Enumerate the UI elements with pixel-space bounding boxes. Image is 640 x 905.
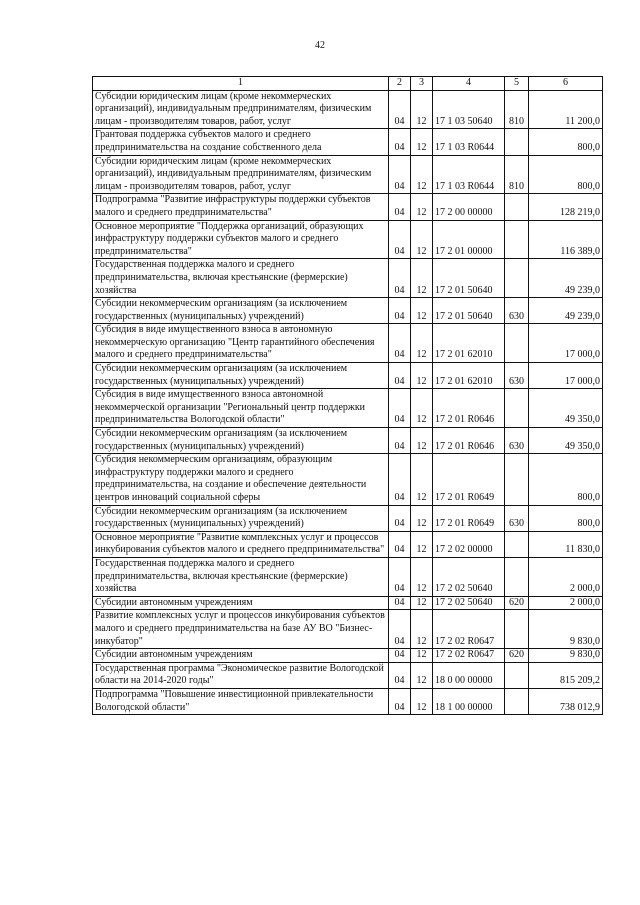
table-row <box>93 363 603 389</box>
subsection-cell: 12 <box>411 596 433 610</box>
target-article-cell: 17 2 01 R0649 <box>433 454 505 505</box>
expense-type-cell <box>505 688 529 714</box>
expense-type-cell <box>505 662 529 688</box>
table-row <box>93 324 603 363</box>
subsection-cell: 12 <box>411 649 433 663</box>
target-article-cell: 17 2 01 00000 <box>433 220 505 259</box>
amount-cell: 815 209,2 <box>529 662 603 688</box>
section-cell: 04 <box>389 363 411 389</box>
row-name-cell: Субсидии автономным учреждениям <box>93 649 389 663</box>
table-row <box>93 298 603 324</box>
target-article-cell: 17 2 01 R0646 <box>433 389 505 428</box>
row-name-cell: Подпрограмма "Развитие инфраструктуры поддержки субъектов малого и среднего предпринимательства" <box>93 194 389 220</box>
section-cell: 04 <box>389 220 411 259</box>
subsection-cell: 12 <box>411 324 433 363</box>
row-name-cell: Субсидии юридическим лицам (кроме некоммерческих организаций), индивидуальным предпринимателям, физическим лицам - производителям товаров, работ, услуг <box>93 90 389 129</box>
section-cell: 04 <box>389 90 411 129</box>
subsection-cell: 12 <box>411 688 433 714</box>
target-article-cell: 17 2 02 00000 <box>433 531 505 557</box>
row-name-cell: Субсидии некоммерческим организациям (за исключением государственных (муниципальных) учреждений) <box>93 505 389 531</box>
amount-cell: 49 350,0 <box>529 428 603 454</box>
subsection-cell: 12 <box>411 155 433 194</box>
table-row <box>93 557 603 596</box>
target-article-cell: 17 1 03 R0644 <box>433 129 505 155</box>
column-header: 4 <box>433 77 505 91</box>
table-row <box>93 194 603 220</box>
expense-type-cell <box>505 324 529 363</box>
expense-type-cell: 630 <box>505 428 529 454</box>
target-article-cell: 17 2 01 50640 <box>433 298 505 324</box>
section-cell: 04 <box>389 557 411 596</box>
target-article-cell: 17 1 03 R0644 <box>433 155 505 194</box>
row-name-cell: Субсидия в виде имущественного взноса в автономную некоммерческую организацию "Центр гарантийного обеспечения малого и среднего предпринимательства" <box>93 324 389 363</box>
expense-type-cell: 620 <box>505 596 529 610</box>
expense-type-cell <box>505 557 529 596</box>
section-cell: 04 <box>389 610 411 649</box>
table-row <box>93 428 603 454</box>
subsection-cell: 12 <box>411 363 433 389</box>
row-name-cell: Развитие комплексных услуг и процессов инкубирования субъектов малого и среднего предпринимательства на базе АУ ВО "Бизнес-инкубатор" <box>93 610 389 649</box>
expense-type-cell: 630 <box>505 363 529 389</box>
table-row <box>93 220 603 259</box>
expense-type-cell <box>505 194 529 220</box>
section-cell: 04 <box>389 428 411 454</box>
table-row <box>93 389 603 428</box>
section-cell: 04 <box>389 688 411 714</box>
section-cell: 04 <box>389 389 411 428</box>
subsection-cell: 12 <box>411 505 433 531</box>
section-cell: 04 <box>389 649 411 663</box>
amount-cell: 49 239,0 <box>529 298 603 324</box>
row-name-cell: Субсидии автономным учреждениям <box>93 596 389 610</box>
target-article-cell: 17 2 02 R0647 <box>433 610 505 649</box>
amount-cell: 11 830,0 <box>529 531 603 557</box>
row-name-cell: Государственная поддержка малого и среднего предпринимательства, включая крестьянские (фермерские) хозяйства <box>93 259 389 298</box>
target-article-cell: 17 2 01 R0646 <box>433 428 505 454</box>
target-article-cell: 17 2 01 R0649 <box>433 505 505 531</box>
table-row <box>93 259 603 298</box>
table-row <box>93 129 603 155</box>
expense-type-cell: 630 <box>505 505 529 531</box>
section-cell: 04 <box>389 129 411 155</box>
table-row <box>93 505 603 531</box>
subsection-cell: 12 <box>411 298 433 324</box>
expense-type-cell: 620 <box>505 649 529 663</box>
amount-cell: 738 012,9 <box>529 688 603 714</box>
amount-cell: 800,0 <box>529 129 603 155</box>
section-cell: 04 <box>389 298 411 324</box>
amount-cell: 128 219,0 <box>529 194 603 220</box>
table-body <box>93 90 603 715</box>
table-row <box>93 649 603 663</box>
expense-type-cell: 630 <box>505 298 529 324</box>
target-article-cell: 17 1 03 50640 <box>433 90 505 129</box>
row-name-cell: Субсидия некоммерческим организациям, образующим инфраструктуру поддержки малого и среднего предпринимательства, на создание и обеспечение деятельности центров инноваций социальной сферы <box>93 454 389 505</box>
target-article-cell: 17 2 00 00000 <box>433 194 505 220</box>
section-cell: 04 <box>389 531 411 557</box>
row-name-cell: Подпрограмма "Повышение инвестиционной привлекательности Вологодской области" <box>93 688 389 714</box>
section-cell: 04 <box>389 454 411 505</box>
row-name-cell: Субсидии юридическим лицам (кроме некоммерческих организаций), индивидуальным предпринимателям, физическим лицам - производителям товаров, работ, услуг <box>93 155 389 194</box>
amount-cell: 2 000,0 <box>529 596 603 610</box>
subsection-cell: 12 <box>411 610 433 649</box>
target-article-cell: 17 2 01 50640 <box>433 259 505 298</box>
target-article-cell: 18 1 00 00000 <box>433 688 505 714</box>
table-header-row <box>93 77 603 91</box>
section-cell: 04 <box>389 194 411 220</box>
expense-type-cell <box>505 531 529 557</box>
row-name-cell: Грантовая поддержка субъектов малого и среднего предпринимательства на создание собственного дела <box>93 129 389 155</box>
amount-cell: 800,0 <box>529 155 603 194</box>
target-article-cell: 17 2 01 62010 <box>433 363 505 389</box>
subsection-cell: 12 <box>411 259 433 298</box>
amount-cell: 800,0 <box>529 505 603 531</box>
section-cell: 04 <box>389 324 411 363</box>
column-header: 5 <box>505 77 529 91</box>
subsection-cell: 12 <box>411 220 433 259</box>
row-name-cell: Субсидии некоммерческим организациям (за исключением государственных (муниципальных) учреждений) <box>93 363 389 389</box>
subsection-cell: 12 <box>411 662 433 688</box>
expense-type-cell <box>505 259 529 298</box>
table-row <box>93 610 603 649</box>
target-article-cell: 17 2 02 50640 <box>433 557 505 596</box>
expense-type-cell <box>505 389 529 428</box>
amount-cell: 17 000,0 <box>529 363 603 389</box>
column-header: 2 <box>389 77 411 91</box>
subsection-cell: 12 <box>411 389 433 428</box>
expense-type-cell <box>505 129 529 155</box>
amount-cell: 17 000,0 <box>529 324 603 363</box>
section-cell: 04 <box>389 662 411 688</box>
subsection-cell: 12 <box>411 90 433 129</box>
section-cell: 04 <box>389 596 411 610</box>
table-row <box>93 531 603 557</box>
subsection-cell: 12 <box>411 454 433 505</box>
expense-type-cell <box>505 220 529 259</box>
row-name-cell: Субсидии некоммерческим организациям (за исключением государственных (муниципальных) учреждений) <box>93 298 389 324</box>
row-name-cell: Государственная программа "Экономическое развитие Вологодской области на 2014-2020 годы" <box>93 662 389 688</box>
target-article-cell: 17 2 02 50640 <box>433 596 505 610</box>
row-name-cell: Субсидии некоммерческим организациям (за исключением государственных (муниципальных) учреждений) <box>93 428 389 454</box>
section-cell: 04 <box>389 259 411 298</box>
target-article-cell: 17 2 02 R0647 <box>433 649 505 663</box>
amount-cell: 800,0 <box>529 454 603 505</box>
subsection-cell: 12 <box>411 428 433 454</box>
amount-cell: 9 830,0 <box>529 649 603 663</box>
table-row <box>93 662 603 688</box>
expense-type-cell <box>505 454 529 505</box>
amount-cell: 11 200,0 <box>529 90 603 129</box>
page-number: 42 <box>315 40 325 51</box>
row-name-cell: Основное мероприятие "Развитие комплексных услуг и процессов инкубирования субъектов малого и среднего предпринимательства" <box>93 531 389 557</box>
column-header: 6 <box>529 77 603 91</box>
section-cell: 04 <box>389 155 411 194</box>
subsection-cell: 12 <box>411 194 433 220</box>
table-row <box>93 90 603 129</box>
subsection-cell: 12 <box>411 129 433 155</box>
row-name-cell: Основное мероприятие "Поддержка организаций, образующих инфраструктуру поддержки субъектов малого и среднего предпринимательства" <box>93 220 389 259</box>
table-row <box>93 454 603 505</box>
amount-cell: 9 830,0 <box>529 610 603 649</box>
row-name-cell: Государственная поддержка малого и среднего предпринимательства, включая крестьянские (фермерские) хозяйства <box>93 557 389 596</box>
column-header: 3 <box>411 77 433 91</box>
row-name-cell: Субсидия в виде имущественного взноса автономной некоммерческой организации "Региональный центр поддержки предпринимательства Вологодской области" <box>93 389 389 428</box>
table-row <box>93 688 603 714</box>
subsection-cell: 12 <box>411 557 433 596</box>
budget-table <box>92 76 603 715</box>
column-header: 1 <box>93 77 389 91</box>
amount-cell: 49 350,0 <box>529 389 603 428</box>
section-cell: 04 <box>389 505 411 531</box>
target-article-cell: 18 0 00 00000 <box>433 662 505 688</box>
expense-type-cell: 810 <box>505 155 529 194</box>
table-row <box>93 596 603 610</box>
expense-type-cell <box>505 610 529 649</box>
amount-cell: 49 239,0 <box>529 259 603 298</box>
expense-type-cell: 810 <box>505 90 529 129</box>
amount-cell: 116 389,0 <box>529 220 603 259</box>
target-article-cell: 17 2 01 62010 <box>433 324 505 363</box>
subsection-cell: 12 <box>411 531 433 557</box>
table-row <box>93 155 603 194</box>
amount-cell: 2 000,0 <box>529 557 603 596</box>
